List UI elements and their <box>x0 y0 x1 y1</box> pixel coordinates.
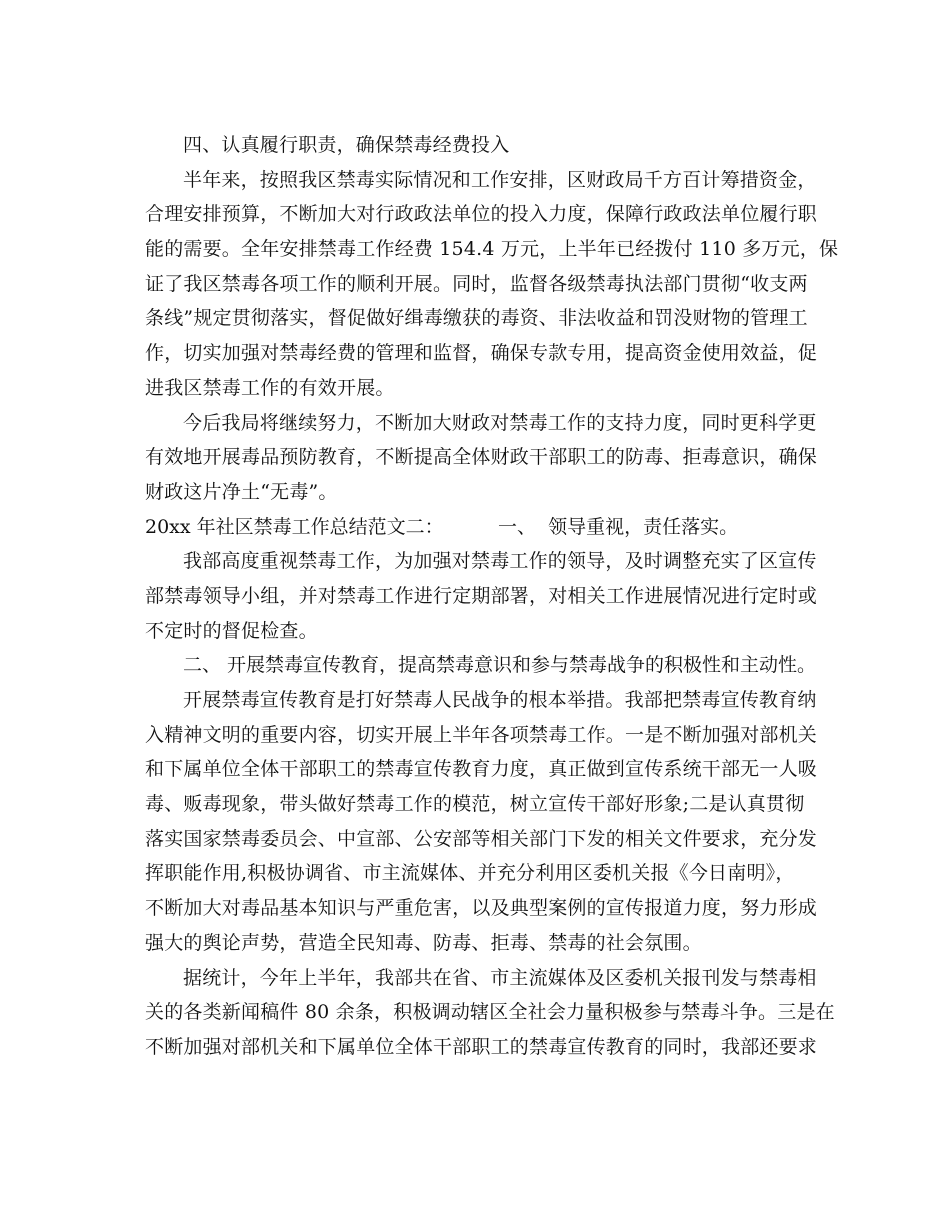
paragraph-line: 条线”规定贯彻落实，督促做好缉毒缴获的毒资、非法收益和罚没财物的管理工 <box>145 307 808 330</box>
paragraph-line: 财政这片净土“无毒”。 <box>145 480 338 503</box>
paragraph-line: 证了我区禁毒各项工作的顺利开展。同时，监督各级禁毒执法部门贯彻“收支两 <box>145 272 808 295</box>
paragraph-line: 合理安排预算，不断加大对行政政法单位的投入力度，保障行政政法单位履行职 <box>145 203 818 226</box>
paragraph-line: 强大的舆论声势，营造全民知毒、防毒、拒毒、禁毒的社会氛围。 <box>145 931 702 954</box>
paragraph-line: 今后我局将继续努力，不断加大财政对禁毒工作的支持力度，同时更科学更 <box>183 411 817 434</box>
paragraph-line: 作，切实加强对禁毒经费的管理和监督，确保专款专用，提高资金使用效益，促 <box>145 342 818 365</box>
paragraph-line: 和下属单位全体干部职工的禁毒宣传教育力度，真正做到宣传系统干部无一人吸 <box>145 758 818 781</box>
document-body <box>145 128 839 1065</box>
paragraph-line: 落实国家禁毒委员会、中宣部、公安部等相关部门下发的相关文件要求，充分发 <box>145 827 818 850</box>
paragraph-line: 我部高度重视禁毒工作，为加强对禁毒工作的领导，及时调整充实了区宣传 <box>183 550 817 573</box>
article-subtitle-line: 20xx 年社区禁毒工作总结范文二： 一、 领导重视，责任落实。 <box>145 515 739 538</box>
paragraph-line: 不断加大对毒品基本知识与严重危害，以及典型案例的宣传报道力度，努力形成 <box>145 897 818 920</box>
paragraph-line: 不断加强对部机关和下属单位全体干部职工的禁毒宣传教育的同时，我部还要求 <box>145 1035 818 1058</box>
paragraph-line: 能的需要。全年安排禁毒工作经费 154.4 万元，上半年已经拨付 110 多万元，保 <box>145 238 839 261</box>
section-heading-2: 二、 开展禁毒宣传教育，提高禁毒意识和参与禁毒战争的积极性和主动性。 <box>183 654 817 677</box>
paragraph-line: 半年来，按照我区禁毒实际情况和工作安排，区财政局千方百计筹措资金， <box>183 168 817 191</box>
section-heading-4: 四、认真履行职责，确保禁毒经费投入 <box>183 134 510 156</box>
paragraph-line: 据统计，今年上半年，我部共在省、市主流媒体及区委机关报刊发与禁毒相 <box>183 966 817 989</box>
paragraph-line: 挥职能作用,积极协调省、市主流媒体、并充分利用区委机关报《今日南明》， <box>145 862 795 885</box>
paragraph-line: 关的各类新闻稿件 80 余条，积极调动辖区全社会力量积极参与禁毒斗争。三是在 <box>145 1001 835 1024</box>
paragraph-line: 毒、贩毒现象，带头做好禁毒工作的模范，树立宣传干部好形象;二是认真贯彻 <box>145 793 805 816</box>
paragraph-line: 部禁毒领导小组，并对禁毒工作进行定期部署，对相关工作进展情况进行定时或 <box>145 584 818 607</box>
paragraph-line: 进我区禁毒工作的有效开展。 <box>145 376 395 399</box>
paragraph-line: 入精神文明的重要内容，切实开展上半年各项禁毒工作。一是不断加强对部机关 <box>145 723 818 746</box>
paragraph-line: 开展禁毒宣传教育是打好禁毒人民战争的根本举措。我部把禁毒宣传教育纳 <box>183 689 817 711</box>
paragraph-line: 有效地开展毒品预防教育，不断提高全体财政干部职工的防毒、拒毒意识，确保 <box>145 446 818 469</box>
paragraph-line: 不定时的督促检查。 <box>145 619 318 642</box>
